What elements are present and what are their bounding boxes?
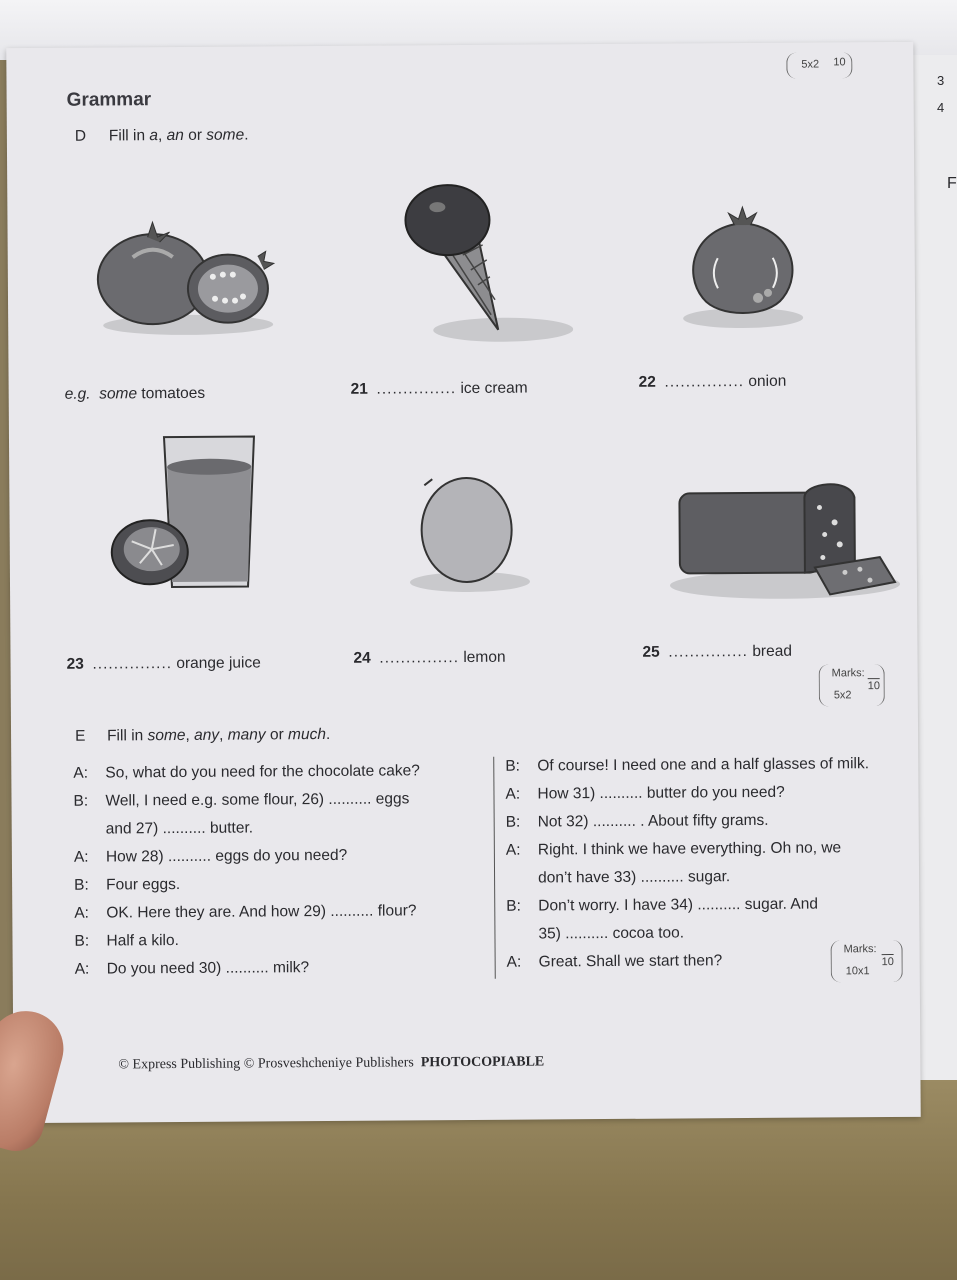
speaker: A:	[74, 904, 90, 922]
section-d-instruction	[109, 126, 249, 145]
adjacent-page-fragment: 3	[937, 73, 945, 88]
marks-total: 10	[881, 956, 894, 969]
separator: .	[244, 126, 249, 144]
answer-blank[interactable]: ...............	[668, 643, 749, 661]
item-word: onion	[748, 372, 787, 391]
dialogue-text: Don’t worry. I have 34) .......... sugar. And	[538, 895, 819, 915]
dialogue-line	[506, 834, 870, 865]
answer-blank[interactable]: ...............	[379, 649, 460, 667]
marks-label: Marks:	[843, 943, 877, 956]
dialogue-text: Right. I think we have everything. Oh no, we	[537, 839, 842, 859]
item-word: ice cream	[460, 379, 528, 398]
item-example	[65, 385, 206, 404]
dialogue-right-column	[505, 750, 870, 977]
separator: ,	[219, 726, 228, 744]
speaker: B:	[506, 897, 521, 915]
speaker: B:	[505, 813, 521, 831]
dialogue-line	[506, 806, 870, 837]
separator: or	[183, 126, 207, 144]
section-e-instruction	[107, 726, 330, 746]
dialogue-line	[74, 869, 421, 899]
option-some: some	[147, 726, 186, 745]
speaker: B:	[505, 757, 520, 775]
dialogue-text: Do you need 30) .......... milk?	[106, 959, 310, 978]
dialogue-line	[75, 953, 422, 983]
speaker: A:	[73, 848, 89, 866]
dialogue-line	[73, 757, 420, 787]
ice-cream-illustration	[392, 174, 573, 345]
dialogue-line	[74, 925, 421, 955]
option-a: a	[149, 127, 159, 145]
dialogue-line	[507, 946, 871, 977]
item-23	[67, 654, 261, 673]
dialogue-text: OK. Here they are. And how 29) .......... flour?	[106, 902, 417, 922]
option-an: an	[166, 126, 184, 145]
copyright-text: © Express Publishing © Prosveshcheniye Publishers	[118, 1055, 414, 1073]
dialogue-text: So, what do you need for the chocolate cake?	[105, 762, 420, 782]
item-21	[351, 380, 528, 399]
separator: ,	[157, 127, 167, 145]
tomatoes-illustration	[92, 216, 283, 337]
answer-blank[interactable]: ...............	[376, 380, 457, 398]
option-many: many	[227, 726, 266, 744]
dialogue-text: How 28) .......... eggs do you need?	[105, 846, 348, 866]
option-much: much	[287, 725, 326, 744]
corner-marks-left: 5x2	[801, 58, 820, 71]
corner-marks	[786, 52, 852, 78]
speaker: B:	[73, 792, 89, 810]
dialogue-text: Not 32) .......... . About fifty grams.	[537, 811, 769, 831]
dialogue-line	[506, 862, 870, 893]
dialogue-line	[506, 890, 870, 921]
marks-label: Marks:	[831, 667, 865, 680]
speaker: A:	[74, 960, 90, 978]
speaker: A:	[505, 841, 521, 859]
section-e-letter: E	[75, 727, 86, 745]
dialogue-line	[505, 750, 869, 781]
dialogue-text: Well, I need e.g. some flour, 26) .......... eggs	[105, 790, 410, 810]
bread-illustration	[664, 472, 905, 604]
item-22	[639, 373, 787, 392]
dialogue-left-column	[73, 757, 421, 983]
speaker: B:	[74, 876, 89, 894]
marks-formula: 5x2	[833, 689, 852, 702]
dialogue-text: Four eggs.	[106, 875, 181, 894]
dialogue-text: Of course! I need one and a half glasses of milk.	[537, 755, 870, 775]
item-word: orange juice	[176, 654, 261, 673]
worksheet-page	[6, 42, 920, 1123]
dialogue-line	[505, 778, 869, 809]
answer-blank[interactable]: ...............	[92, 655, 173, 673]
photocopiable-label: PHOTOCOPIABLE	[420, 1054, 545, 1071]
dialogue-line	[73, 785, 420, 815]
dialogue-text: and 27) .......... butter.	[105, 819, 254, 838]
section-d-letter: D	[74, 127, 87, 145]
section-heading: Grammar	[66, 89, 152, 111]
item-word: tomatoes	[141, 384, 206, 403]
speaker: A:	[73, 764, 89, 782]
dialogue-line	[74, 897, 421, 927]
speaker: B:	[74, 932, 90, 950]
item-number: 21	[350, 380, 368, 398]
section-d-marks	[819, 664, 885, 706]
option-some: some	[206, 126, 245, 144]
onion-illustration	[672, 203, 813, 334]
marks-formula: 10x1	[845, 965, 870, 978]
adjacent-page-fragment: F	[947, 175, 957, 192]
separator: or	[265, 726, 289, 744]
lemon-illustration	[404, 470, 535, 596]
separator: ,	[185, 726, 195, 744]
item-24	[353, 649, 505, 668]
item-number: 23	[66, 655, 84, 673]
speaker: A:	[505, 785, 521, 803]
speaker: A:	[506, 953, 522, 971]
adjacent-page-fragment: 4	[937, 100, 945, 115]
separator: .	[325, 725, 331, 743]
instruction-text: Fill in	[108, 127, 150, 145]
item-25	[642, 643, 792, 662]
dialogue-text: Half a kilo.	[106, 931, 179, 950]
dialogue-text: How 31) .......... butter do you need?	[537, 783, 785, 803]
dialogue-line	[74, 813, 421, 843]
dialogue-line	[506, 918, 870, 949]
item-word: lemon	[463, 648, 506, 667]
answer-blank[interactable]: ...............	[664, 373, 745, 391]
section-e-marks	[831, 940, 903, 983]
marks-total: 10	[867, 680, 881, 693]
corner-marks-right: 10	[833, 56, 846, 69]
orange-juice-illustration	[109, 426, 270, 597]
footer-copyright	[118, 1054, 544, 1073]
column-divider	[493, 757, 496, 979]
item-number: 25	[642, 643, 660, 661]
item-number: 24	[353, 649, 371, 667]
example-answer: some	[99, 385, 138, 403]
dialogue-line	[74, 841, 421, 871]
item-number: e.g.	[64, 385, 91, 403]
option-any: any	[194, 726, 220, 744]
dialogue-text: Great. Shall we start then?	[538, 952, 723, 971]
item-number: 22	[638, 373, 656, 391]
dialogue-text: 35) .......... cocoa too.	[538, 924, 685, 943]
dialogue-text: don’t have 33) .......... sugar.	[538, 868, 731, 887]
instruction-text: Fill in	[107, 727, 148, 745]
item-word: bread	[752, 642, 793, 660]
